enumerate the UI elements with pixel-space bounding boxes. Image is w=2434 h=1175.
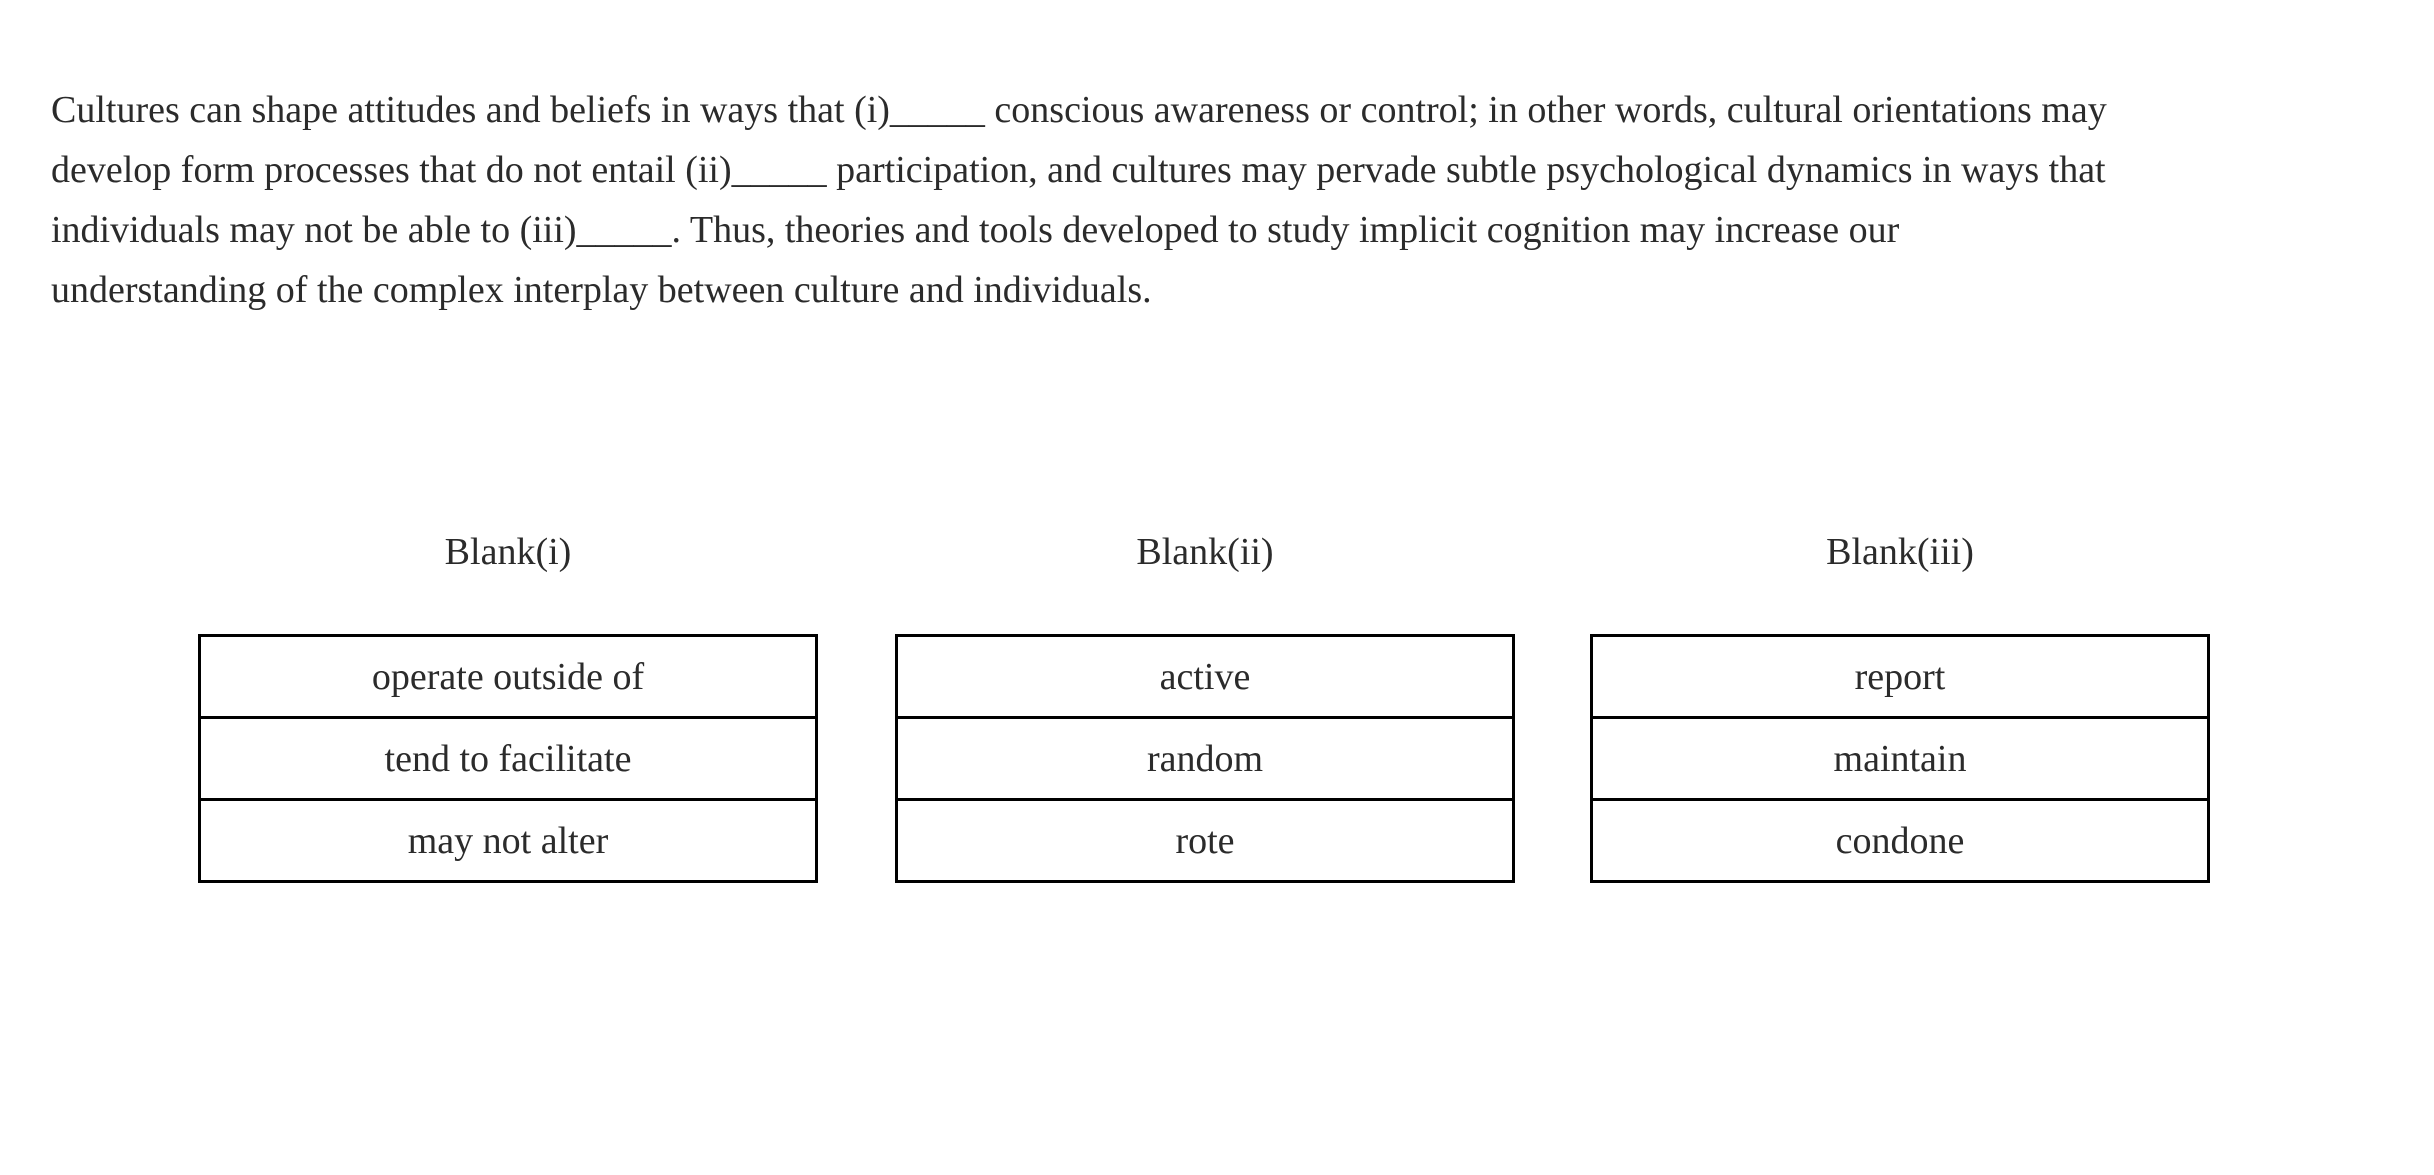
option-blank-ii-1[interactable]: active (895, 634, 1515, 719)
passage-line-1: Cultures can shape attitudes and beliefs in ways that (i)_____ conscious awareness or control; in other words, cultural orientations may (51, 89, 2107, 131)
passage-line-3: individuals may not be able to (iii)_____. Thus, theories and tools developed to study implicit cognition may increase our (51, 209, 1900, 251)
option-blank-ii-3[interactable]: rote (895, 798, 1515, 883)
option-blank-iii-3[interactable]: condone (1590, 798, 2210, 883)
passage-line-2: develop form processes that do not entail (ii)_____ participation, and cultures may pervade subtle psychological dynamics in ways that (51, 149, 2106, 191)
blank-ii-options-table (895, 634, 1515, 883)
question-passage (51, 80, 2107, 320)
blank-iii-options-table (1590, 634, 2210, 883)
blank-ii-header: Blank(ii) (1136, 531, 1274, 573)
option-blank-ii-2[interactable]: random (895, 716, 1515, 801)
blank-iii-header: Blank(iii) (1826, 531, 1974, 573)
answer-tables-row (198, 634, 2210, 883)
option-blank-i-3[interactable]: may not alter (198, 798, 818, 883)
blank-i-options-table (198, 634, 818, 883)
option-blank-i-1[interactable]: operate outside of (198, 634, 818, 719)
option-blank-iii-1[interactable]: report (1590, 634, 2210, 719)
blank-headers-row (198, 528, 2210, 576)
option-blank-i-2[interactable]: tend to facilitate (198, 716, 818, 801)
option-blank-iii-2[interactable]: maintain (1590, 716, 2210, 801)
blank-i-header: Blank(i) (444, 531, 572, 573)
passage-line-4: understanding of the complex interplay between culture and individuals. (51, 269, 1152, 311)
